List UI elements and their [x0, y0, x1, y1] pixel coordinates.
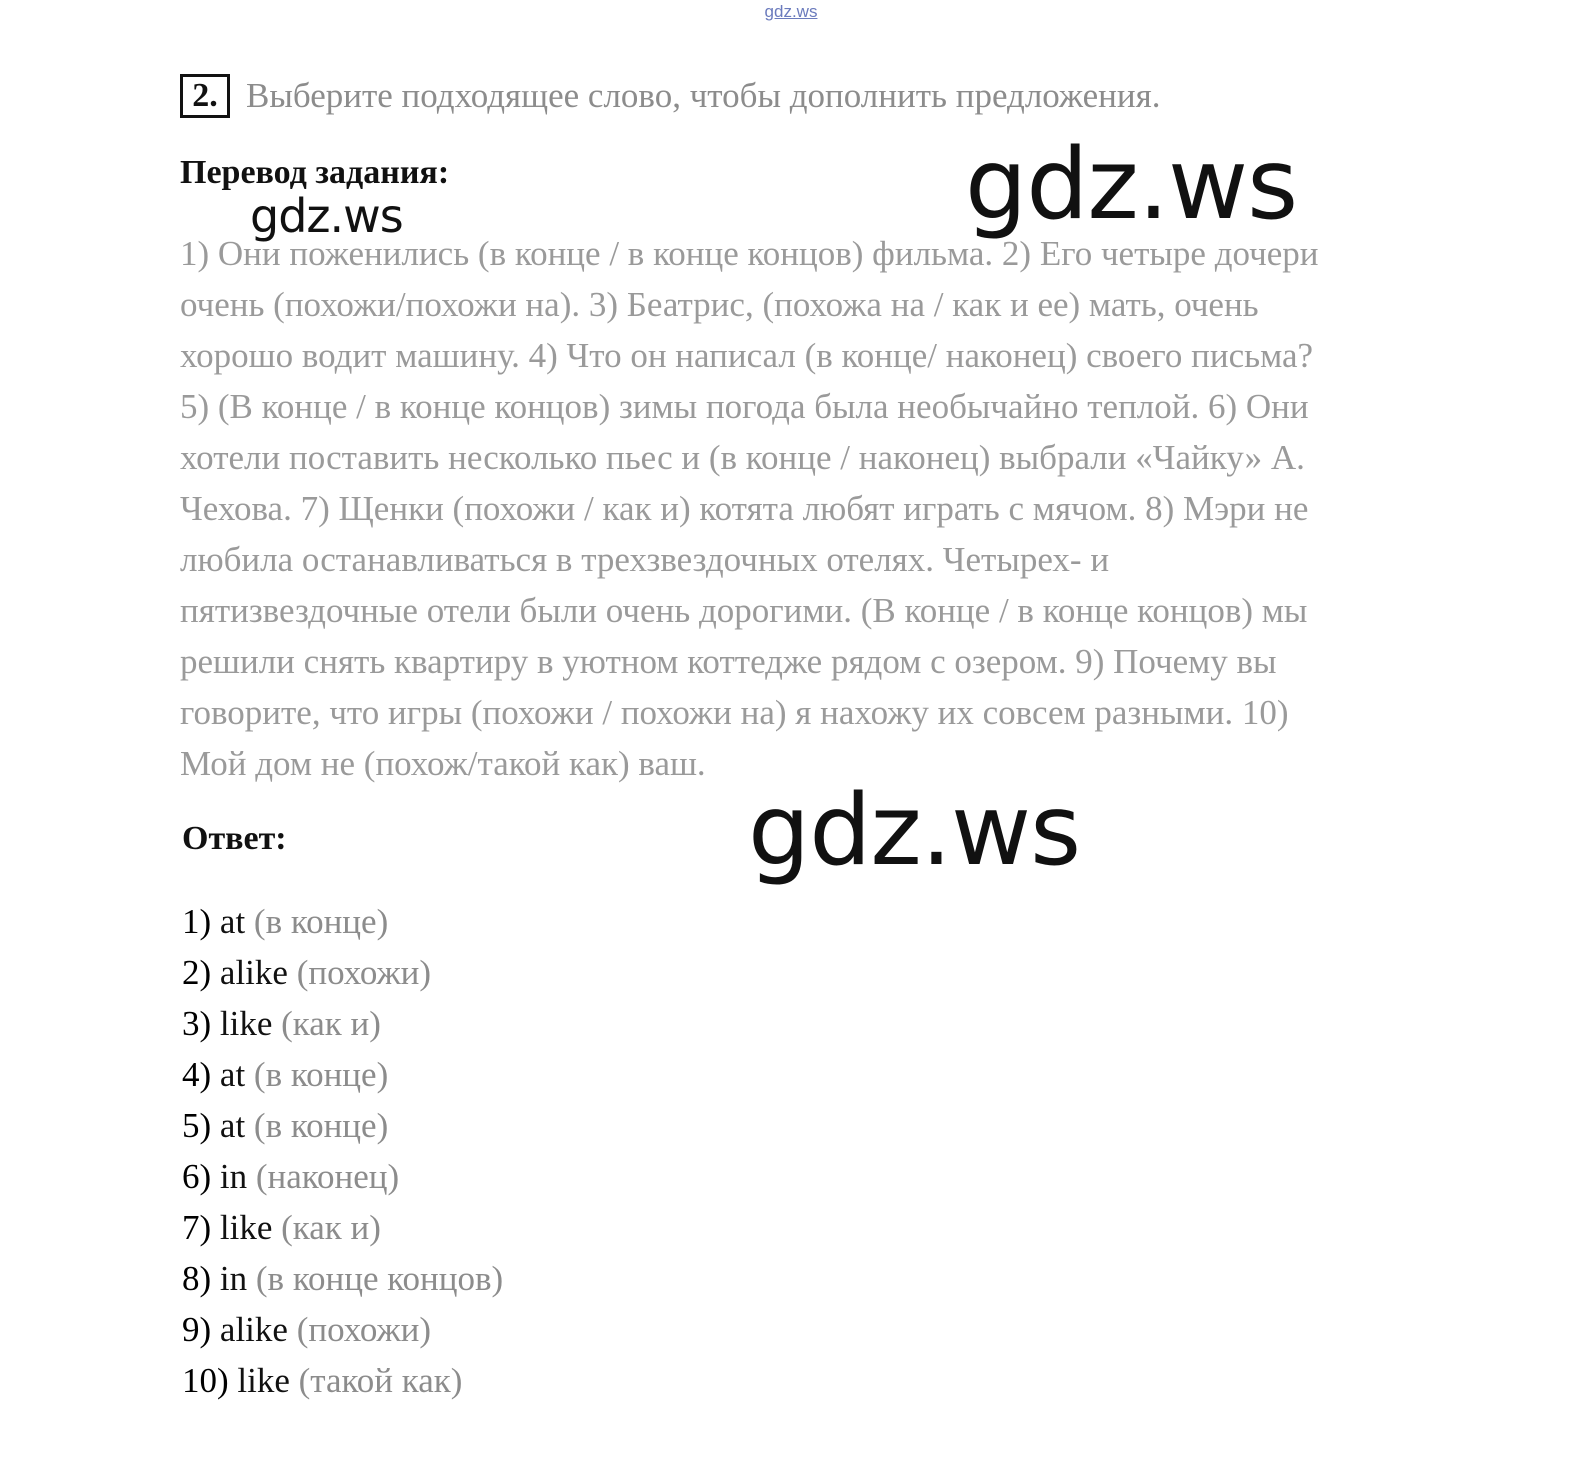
answer-number: 2): [182, 953, 212, 992]
list-item: [182, 1355, 503, 1406]
translation-line: хорошо водит машину. 4) Что он написал (в конце/ наконец) своего письма?: [180, 336, 1314, 375]
answer-number: 8): [182, 1259, 212, 1298]
answer-gloss: (как и): [281, 1208, 381, 1247]
answer-gloss: (наконец): [255, 1157, 400, 1196]
task-header: [180, 74, 1480, 120]
answer-gloss: (в конце концов): [255, 1259, 504, 1298]
translation-line: любила останавливаться в трехзвездочных отелях. Четырех- и: [180, 540, 1110, 579]
translation-line: очень (похожи/похожи на). 3) Беатрис, (похожа на / как и ее) мать, очень: [180, 285, 1259, 324]
list-item: [182, 947, 503, 998]
top-site-link[interactable]: gdz.ws: [764, 2, 818, 21]
answer-word: like: [219, 1208, 273, 1247]
translation-line: хотели поставить несколько пьес и (в конце / наконец) выбрали «Чайку» А.: [180, 438, 1305, 477]
translation-title: Перевод задания:: [180, 154, 450, 191]
answer-gloss: (в конце): [253, 1106, 389, 1145]
answer-word: in: [219, 1157, 248, 1196]
answer-list: [182, 896, 503, 1406]
translation-line: говорите, что игры (похожи / похожи на) я нахожу их совсем разными. 10): [180, 693, 1289, 732]
answer-number: 1): [182, 902, 212, 941]
translation-line: Чехова. 7) Щенки (похожи / как и) котята любят играть с мячом. 8) Мэри не: [180, 489, 1309, 528]
list-item: [182, 1100, 503, 1151]
answer-number: 6): [182, 1157, 212, 1196]
answer-word: at: [219, 902, 246, 941]
task-number-box: 2.: [180, 74, 230, 118]
answer-gloss: (такой как): [298, 1361, 463, 1400]
list-item: [182, 1304, 503, 1355]
answer-word: alike: [219, 953, 288, 992]
answer-gloss: (похожи): [296, 953, 432, 992]
watermark-logo: gdz.ws: [250, 189, 403, 243]
answer-number: 3): [182, 1004, 212, 1043]
list-item: [182, 1151, 503, 1202]
list-item: [182, 1253, 503, 1304]
answer-word: alike: [219, 1310, 288, 1349]
translation-line: 1) Они поженились (в конце / в конце концов) фильма. 2) Его четыре дочери: [180, 234, 1319, 273]
translation-line: 5) (В конце / в конце концов) зимы погода была необычайно теплой. 6) Они: [180, 387, 1309, 426]
translation-line: решили снять квартиру в уютном коттедже рядом с озером. 9) Почему вы: [180, 642, 1277, 681]
answer-word: at: [219, 1106, 246, 1145]
answer-gloss: (в конце): [253, 902, 389, 941]
list-item: [182, 896, 503, 947]
answer-number: 7): [182, 1208, 212, 1247]
answer-number: 9): [182, 1310, 212, 1349]
answer-gloss: (похожи): [296, 1310, 432, 1349]
watermark-logo: gdz.ws: [748, 774, 1081, 888]
answer-word: at: [219, 1055, 246, 1094]
list-item: [182, 1202, 503, 1253]
translation-line: Мой дом не (похож/такой как) ваш.: [180, 744, 706, 783]
answer-number: 10): [182, 1361, 229, 1400]
answer-word: like: [237, 1361, 290, 1400]
answer-word: in: [219, 1259, 248, 1298]
answer-word: like: [219, 1004, 273, 1043]
answer-gloss: (как и): [281, 1004, 381, 1043]
task-instruction: Выберите подходящее слово, чтобы дополнить предложения.: [246, 76, 1161, 115]
list-item: [182, 1049, 503, 1100]
answer-gloss: (в конце): [253, 1055, 389, 1094]
answer-title: Ответ:: [182, 820, 287, 857]
translation-line: пятизвездочные отели были очень дорогими. (В конце / в конце концов) мы: [180, 591, 1308, 630]
list-item: [182, 998, 503, 1049]
answer-number: 4): [182, 1055, 212, 1094]
answer-number: 5): [182, 1106, 212, 1145]
watermark-logo: gdz.ws: [965, 128, 1298, 242]
translation-text: [180, 228, 1465, 789]
